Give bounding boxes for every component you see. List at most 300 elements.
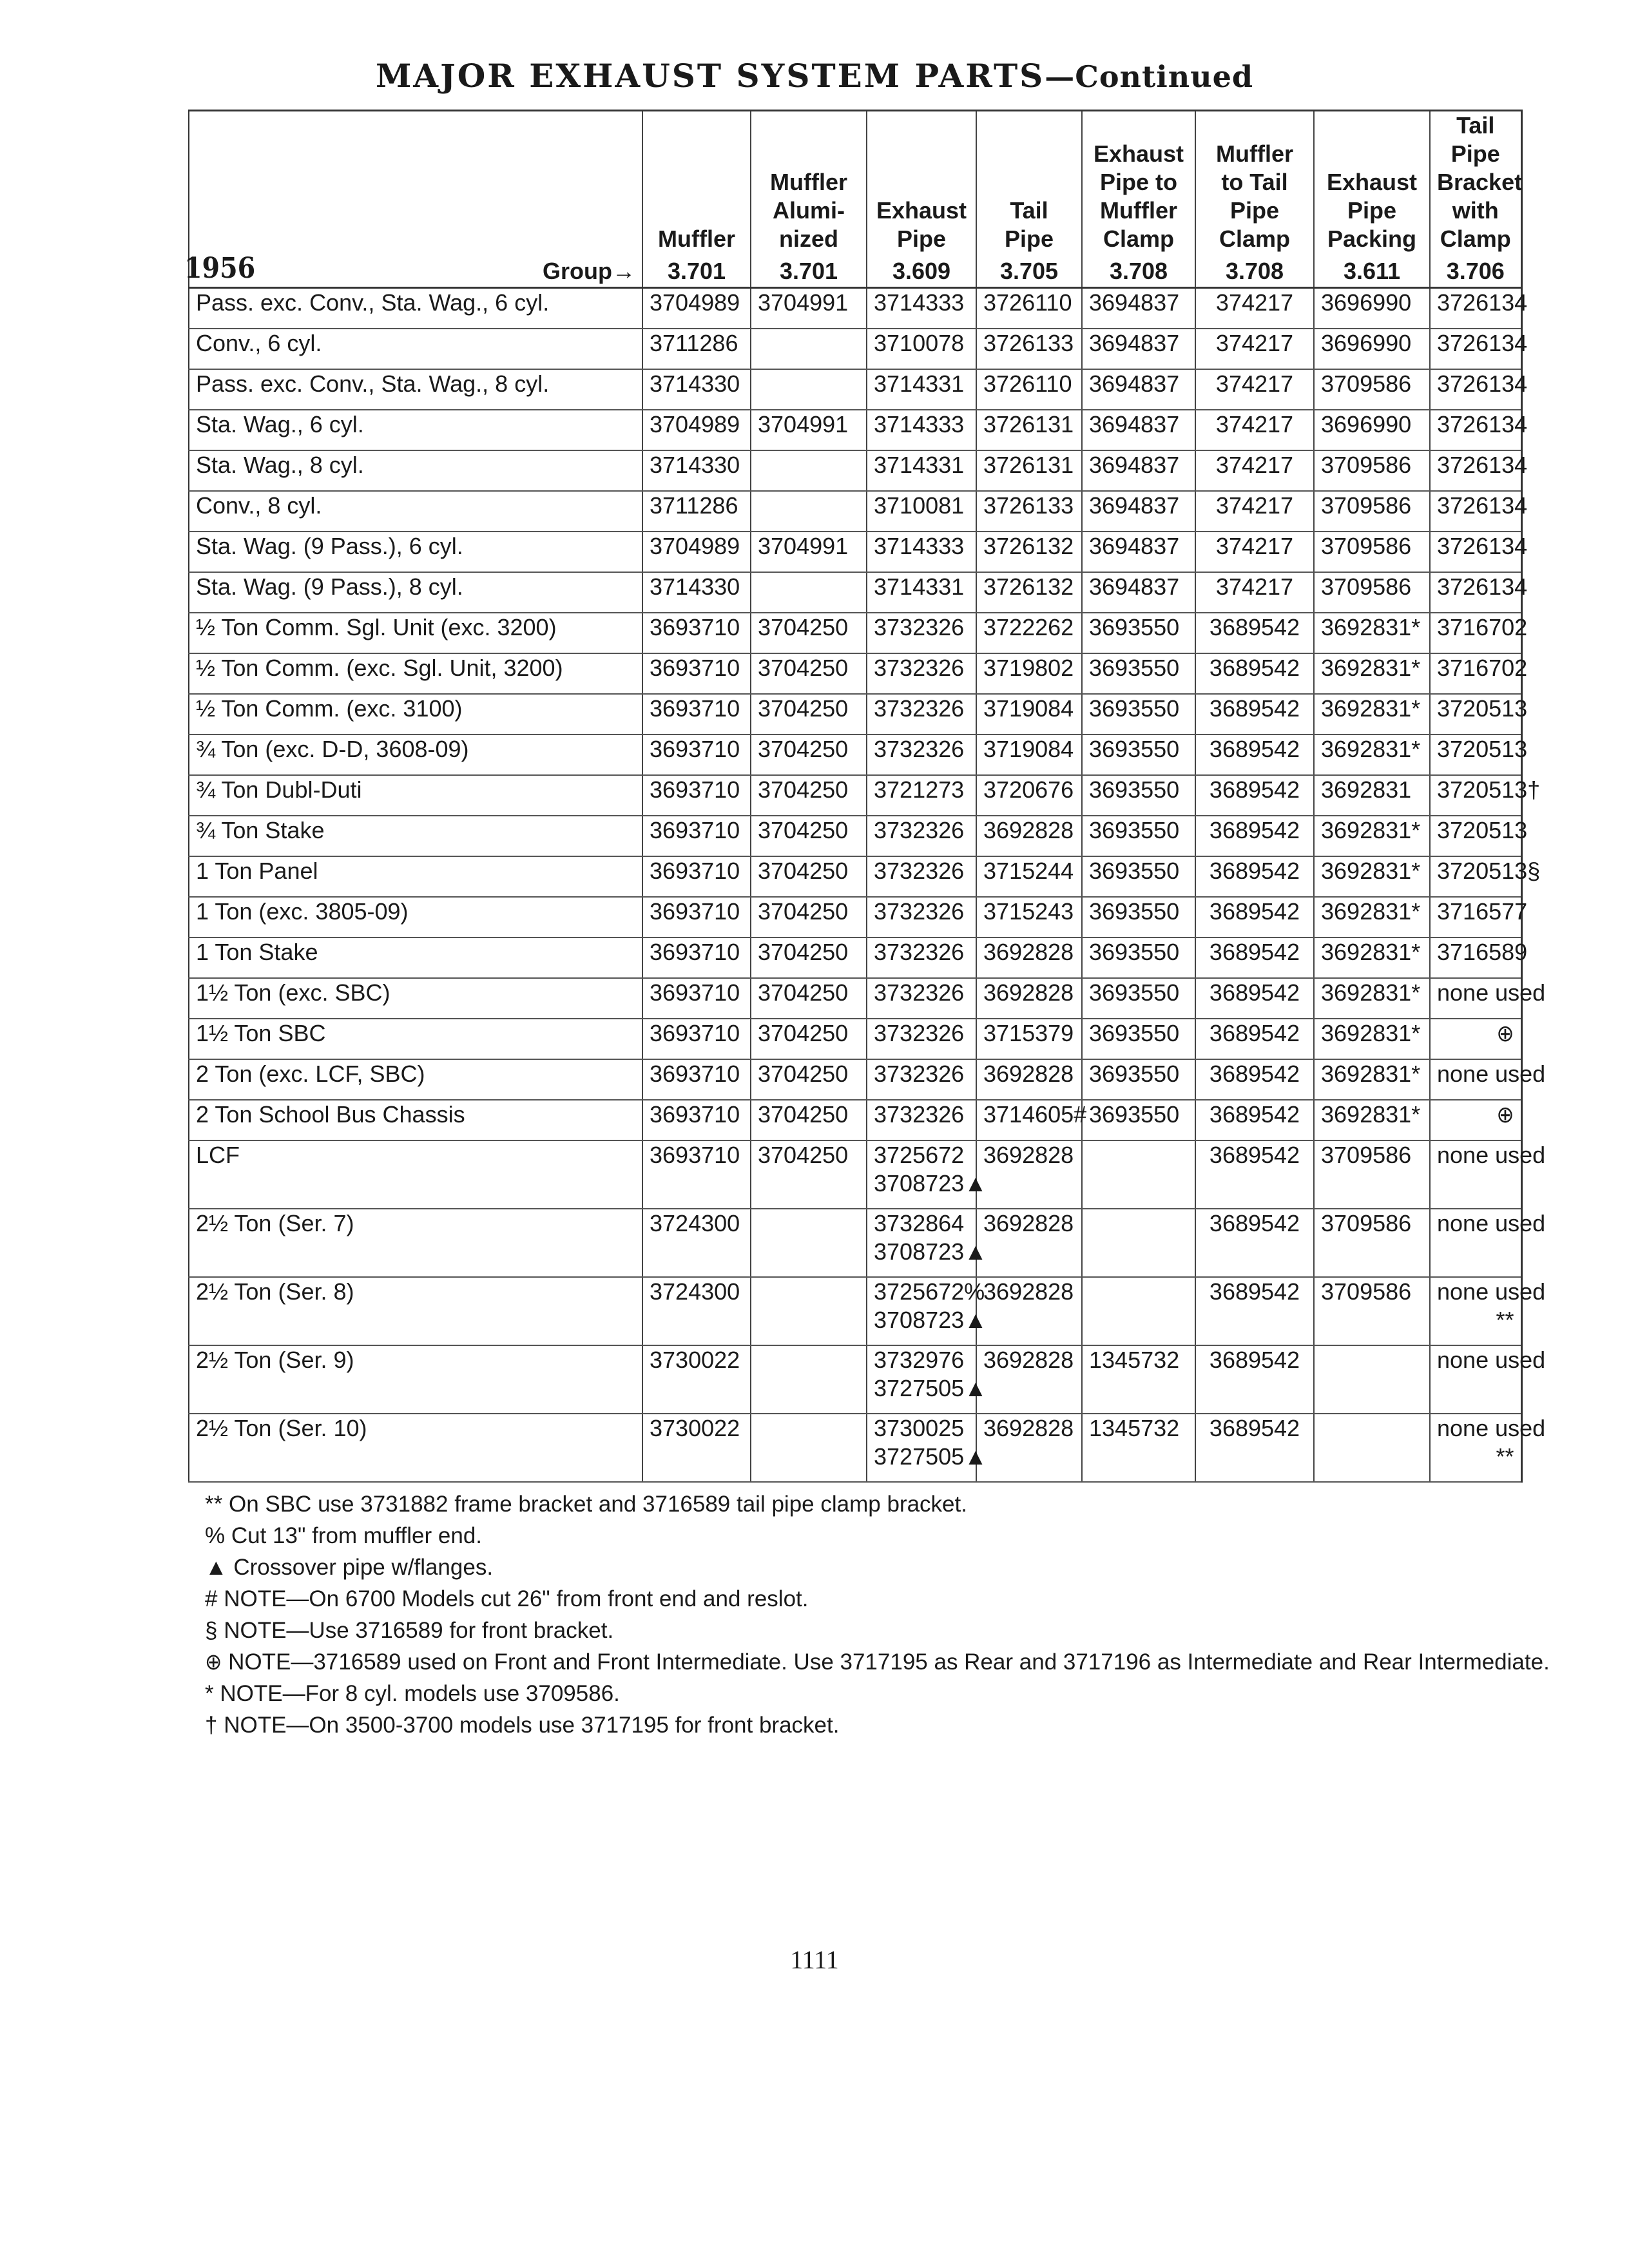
part-number-cell	[976, 1019, 1082, 1059]
part-number-cell	[1430, 897, 1528, 937]
part-number-cell	[642, 1414, 751, 1482]
part-number-cell	[642, 1209, 751, 1277]
footnote-mark: **	[1496, 1443, 1514, 1470]
part-number-cell	[1195, 775, 1314, 816]
footnote: § NOTE—Use 3716589 for front bracket.	[205, 1618, 614, 1643]
part-number: 3714330	[650, 370, 740, 397]
header-blank	[189, 111, 642, 256]
part-number: 3689542	[1209, 1142, 1300, 1168]
part-number-cell	[1082, 1140, 1195, 1209]
part-number: 3704250	[758, 1142, 849, 1168]
part-number-cell	[1430, 288, 1528, 329]
footnote: † NOTE—On 3500-3700 models use 3717195 for front bracket.	[205, 1713, 840, 1738]
part-number: 3726134	[1437, 411, 1528, 437]
part-number: 374217	[1215, 492, 1294, 519]
part-number: 3714333	[874, 533, 965, 559]
table-row	[189, 1059, 1521, 1100]
table-row	[189, 1209, 1521, 1277]
part-number-cell	[1195, 450, 1314, 491]
part-number: 3704250	[758, 695, 849, 722]
part-number-cell	[1082, 288, 1195, 329]
model-description: 2½ Ton (Ser. 9)	[189, 1345, 642, 1414]
part-number: 3689542	[1209, 1101, 1300, 1128]
part-number-cell	[1195, 410, 1314, 450]
part-number: 3709586	[1321, 1278, 1412, 1305]
part-number-cell	[751, 491, 867, 532]
group-row	[189, 256, 1521, 288]
part-number: 3694837	[1089, 492, 1180, 519]
part-number: 3694837	[1089, 533, 1180, 559]
part-number-cell	[1195, 369, 1314, 410]
part-number-cell	[1082, 694, 1195, 735]
part-number: 3704250	[758, 898, 849, 925]
part-number: 3704250	[758, 655, 849, 681]
part-number: 3732326	[874, 979, 965, 1006]
model-description: 2 Ton (exc. LCF, SBC)	[189, 1059, 642, 1100]
footnote: * NOTE—For 8 cyl. models use 3709586.	[205, 1681, 620, 1706]
part-number-cell	[751, 1019, 867, 1059]
part-number: 3714330	[650, 452, 740, 478]
part-number: 3693710	[650, 776, 740, 803]
part-number-cell	[751, 288, 867, 329]
part-number: 3732326	[874, 614, 965, 640]
part-number: 3704991	[758, 411, 849, 437]
part-number: 3693710	[650, 939, 740, 965]
part-number-cell	[1430, 613, 1528, 653]
part-number-cell	[1082, 329, 1195, 369]
part-number: 3726134	[1437, 573, 1528, 600]
part-number: 3693550	[1089, 695, 1180, 722]
part-number-cell	[1430, 1277, 1546, 1345]
part-number: 3709586	[1321, 533, 1412, 559]
table-row	[189, 1277, 1521, 1345]
part-number: 3726133	[983, 492, 1074, 519]
part-number: 3732326	[874, 655, 965, 681]
part-number-cell	[1195, 491, 1314, 532]
part-number-cell	[1430, 532, 1528, 572]
part-number-cell	[1195, 897, 1314, 937]
part-number-cell	[1314, 369, 1430, 410]
part-number: 3692828	[983, 979, 1074, 1006]
part-number-cell	[751, 572, 867, 613]
part-number: 3726134	[1437, 533, 1528, 559]
model-description: Pass. exc. Conv., Sta. Wag., 6 cyl.	[189, 288, 642, 329]
part-number: 3715243	[983, 898, 1074, 925]
part-number-cell	[1082, 450, 1195, 491]
part-number-cell	[1314, 1059, 1430, 1100]
column-header: Exhaust Pipe Packing	[1314, 111, 1430, 256]
part-number: 3696990	[1321, 330, 1412, 356]
part-number: 3694837	[1089, 330, 1180, 356]
part-number-cell	[1195, 1140, 1314, 1209]
part-number: 3716702	[1437, 655, 1528, 681]
part-number: 3689542	[1209, 979, 1300, 1006]
part-number-cell	[976, 1100, 1087, 1140]
part-number-cell	[867, 410, 976, 450]
part-number: 3704250	[758, 1020, 849, 1046]
part-number-cell	[1430, 1019, 1521, 1059]
part-number: none used	[1437, 1415, 1546, 1441]
part-number-cell	[642, 694, 751, 735]
part-number-cell	[976, 816, 1082, 856]
part-number: 3692828	[983, 1347, 1074, 1373]
part-number-cell	[1430, 856, 1541, 897]
part-number: 3709586	[1321, 492, 1412, 519]
part-number: 3730025	[874, 1415, 965, 1441]
part-number-cell	[976, 1209, 1082, 1277]
group-number: 3.706	[1430, 256, 1521, 288]
group-number: 3.701	[751, 256, 867, 288]
part-number: 3724300	[650, 1278, 740, 1305]
part-number: 3732326	[874, 898, 965, 925]
part-number: 3725672%	[874, 1278, 985, 1305]
table-row	[189, 329, 1521, 369]
part-number-cell	[867, 653, 976, 694]
part-number-cell	[1195, 937, 1314, 978]
model-description: 1 Ton (exc. 3805-09)	[189, 897, 642, 937]
part-number-cell	[1430, 450, 1528, 491]
part-number-cell	[1195, 613, 1314, 653]
table-row	[189, 1019, 1521, 1059]
part-number-cell	[1430, 1209, 1546, 1277]
model-description: ¾ Ton Stake	[189, 816, 642, 856]
part-number-secondary: 3708723▲	[874, 1238, 987, 1265]
part-number: 3704250	[758, 776, 849, 803]
part-number-cell	[867, 1019, 976, 1059]
part-number-cell	[1430, 491, 1528, 532]
part-number: 3692831*	[1321, 939, 1421, 965]
part-number-cell	[1195, 1277, 1314, 1345]
part-number-cell	[751, 653, 867, 694]
part-number-cell	[1195, 735, 1314, 775]
part-number-cell	[867, 978, 976, 1019]
part-number: 374217	[1215, 573, 1294, 600]
part-number-cell	[1314, 735, 1430, 775]
table-row	[189, 369, 1521, 410]
part-number: 3726131	[983, 452, 1074, 478]
part-number-cell	[976, 694, 1082, 735]
part-number-cell	[751, 937, 867, 978]
part-number-cell	[1082, 1277, 1195, 1345]
part-number-cell	[976, 735, 1082, 775]
part-number: 3720676	[983, 776, 1074, 803]
part-number-cell	[1195, 978, 1314, 1019]
model-year: 1956	[184, 252, 256, 285]
group-number: 3.708	[1082, 256, 1195, 288]
part-number: 3692831*	[1321, 858, 1421, 884]
part-number: 3689542	[1209, 614, 1300, 640]
part-number-cell	[867, 1209, 987, 1277]
part-number: 3693550	[1089, 817, 1180, 843]
part-number: 3720513†	[1437, 776, 1541, 803]
part-number-cell	[1314, 1414, 1430, 1482]
model-description: 2½ Ton (Ser. 7)	[189, 1209, 642, 1277]
part-number-cell	[1314, 1345, 1430, 1414]
part-number-cell	[751, 1140, 867, 1209]
part-number: 3692828	[983, 1061, 1074, 1087]
part-number-cell	[1314, 329, 1430, 369]
part-number-cell	[751, 450, 867, 491]
part-number: 3704250	[758, 817, 849, 843]
part-number-cell	[751, 735, 867, 775]
part-number: 374217	[1215, 330, 1294, 356]
part-number: 3714330	[650, 573, 740, 600]
part-number-cell	[976, 532, 1082, 572]
part-number-cell	[976, 1059, 1082, 1100]
group-number: 3.611	[1314, 256, 1430, 288]
part-number: 3732864	[874, 1210, 965, 1236]
part-number-cell	[1430, 1100, 1521, 1140]
part-number-cell	[751, 1209, 867, 1277]
part-number-cell	[976, 572, 1082, 613]
part-number-cell	[867, 1414, 987, 1482]
part-number: 3689542	[1209, 736, 1300, 762]
part-number-secondary: 3708723▲	[874, 1170, 987, 1196]
part-number: 3693710	[650, 1101, 740, 1128]
part-number: 3689542	[1209, 817, 1300, 843]
table-row	[189, 735, 1521, 775]
model-description: Sta. Wag., 8 cyl.	[189, 450, 642, 491]
part-number-cell	[751, 329, 867, 369]
part-number-cell	[1314, 1277, 1430, 1345]
part-number-cell	[867, 572, 976, 613]
part-number: 3693710	[650, 695, 740, 722]
part-number-cell	[751, 856, 867, 897]
part-number-cell	[642, 572, 751, 613]
part-number-cell	[976, 369, 1082, 410]
part-number: ⊕	[1496, 1101, 1514, 1128]
part-number-cell	[1082, 1019, 1195, 1059]
part-number-cell	[1314, 613, 1430, 653]
part-number-cell	[1314, 694, 1430, 735]
part-number: 3732326	[874, 695, 965, 722]
part-number: 3711286	[650, 492, 738, 519]
part-number-cell	[1430, 369, 1528, 410]
model-description: Pass. exc. Conv., Sta. Wag., 8 cyl.	[189, 369, 642, 410]
part-number: 3726133	[983, 330, 1074, 356]
part-number-cell	[867, 1100, 976, 1140]
part-number: 1345732	[1089, 1415, 1180, 1441]
part-number-cell	[976, 329, 1082, 369]
part-number: 3704250	[758, 614, 849, 640]
part-number: 3730022	[650, 1347, 740, 1373]
part-number: 3704250	[758, 1101, 849, 1128]
part-number-cell	[1195, 532, 1314, 572]
part-number-cell	[976, 937, 1082, 978]
part-number: 3692828	[983, 1210, 1074, 1236]
part-number-cell	[751, 978, 867, 1019]
part-number-cell	[867, 1345, 987, 1414]
part-number-cell	[642, 1019, 751, 1059]
part-number-cell	[976, 856, 1082, 897]
part-number: 3704250	[758, 939, 849, 965]
part-number-cell	[1195, 572, 1314, 613]
part-number: 3709586	[1321, 1142, 1412, 1168]
part-number: 3732976	[874, 1347, 965, 1373]
part-number: 374217	[1215, 411, 1294, 437]
part-number: 3692831*	[1321, 614, 1421, 640]
part-number-cell	[976, 613, 1082, 653]
part-number: 3692831*	[1321, 979, 1421, 1006]
part-number-cell	[1082, 775, 1195, 816]
part-number: 3710078	[874, 330, 965, 356]
model-description: ½ Ton Comm. (exc. 3100)	[189, 694, 642, 735]
part-number-cell	[1314, 978, 1430, 1019]
part-number: 3720513§	[1437, 858, 1541, 884]
part-number-cell	[867, 1059, 976, 1100]
part-number-cell	[751, 816, 867, 856]
part-number: 3704250	[758, 979, 849, 1006]
part-number-cell	[1430, 329, 1528, 369]
part-number-cell	[976, 1414, 1082, 1482]
part-number-cell	[642, 410, 751, 450]
part-number-secondary: 3727505▲	[874, 1443, 987, 1470]
model-description: 2½ Ton (Ser. 8)	[189, 1277, 642, 1345]
part-number-cell	[867, 613, 976, 653]
part-number-cell	[642, 775, 751, 816]
part-number: 374217	[1215, 533, 1294, 559]
part-number-cell	[642, 735, 751, 775]
part-number-cell	[976, 1140, 1082, 1209]
part-number-cell	[1082, 978, 1195, 1019]
part-number: 3692831	[1321, 776, 1412, 803]
footnotes	[205, 1488, 1590, 1741]
column-header: Tail Pipe Bracket with Clamp	[1430, 111, 1521, 256]
header-row	[189, 111, 1521, 256]
part-number-cell	[1195, 816, 1314, 856]
part-number-cell	[867, 937, 976, 978]
part-number-cell	[642, 491, 751, 532]
part-number: 3724300	[650, 1210, 740, 1236]
part-number-cell	[751, 410, 867, 450]
part-number: none used	[1437, 1347, 1546, 1373]
part-number: 3693710	[650, 817, 740, 843]
part-number-cell	[976, 1277, 1082, 1345]
part-number-cell	[1082, 735, 1195, 775]
part-number-cell	[642, 1345, 751, 1414]
part-number: 3704250	[758, 858, 849, 884]
part-number-cell	[976, 410, 1082, 450]
part-number: 3689542	[1209, 858, 1300, 884]
part-number: 3692828	[983, 1278, 1074, 1305]
part-number-cell	[642, 816, 751, 856]
part-number-cell	[751, 1100, 867, 1140]
part-number: 3716589	[1437, 939, 1528, 965]
table-row	[189, 1414, 1521, 1482]
part-number: 3709586	[1321, 370, 1412, 397]
part-number-cell	[1195, 1059, 1314, 1100]
part-number: 3726134	[1437, 330, 1528, 356]
footnote-mark: **	[1496, 1307, 1514, 1333]
part-number: 3732326	[874, 817, 965, 843]
part-number: 3714331	[874, 452, 965, 478]
part-number: 3720513	[1437, 736, 1528, 762]
part-number: 3710081	[874, 492, 965, 519]
year-group-cell	[184, 252, 642, 288]
part-number: 374217	[1215, 289, 1294, 316]
model-description: 1 Ton Stake	[189, 937, 642, 978]
part-number: 3689542	[1209, 1210, 1300, 1236]
part-number: 3714605#	[983, 1101, 1087, 1128]
parts-table	[184, 110, 1546, 1483]
part-number: 3716702	[1437, 614, 1528, 640]
footnote: # NOTE—On 6700 Models cut 26" from front end and reslot.	[205, 1586, 809, 1611]
part-number-cell	[642, 329, 751, 369]
part-number: 3726134	[1437, 370, 1528, 397]
part-number-cell	[1195, 1414, 1314, 1482]
part-number: 3692831*	[1321, 898, 1421, 925]
part-number: 3689542	[1209, 776, 1300, 803]
part-number-cell	[642, 369, 751, 410]
part-number: 3689542	[1209, 939, 1300, 965]
table-row	[189, 1100, 1521, 1140]
part-number: 3693710	[650, 1020, 740, 1046]
part-number: 3709586	[1321, 1210, 1412, 1236]
group-number: 3.708	[1195, 256, 1314, 288]
part-number: 3693710	[650, 614, 740, 640]
part-number-cell	[1082, 532, 1195, 572]
part-number-cell	[642, 897, 751, 937]
part-number-cell	[1082, 653, 1195, 694]
part-number-cell	[976, 897, 1082, 937]
page-number: 1111	[790, 1945, 839, 1974]
part-number-cell	[867, 491, 976, 532]
model-description: 1 Ton Panel	[189, 856, 642, 897]
part-number: 3693710	[650, 979, 740, 1006]
part-number: 3714331	[874, 370, 965, 397]
part-number: 3692828	[983, 939, 1074, 965]
part-number-cell	[1314, 775, 1430, 816]
column-header: Muffler Alumi- nized	[751, 111, 867, 256]
table-row	[189, 653, 1521, 694]
part-number-cell	[976, 978, 1082, 1019]
part-number: 3714333	[874, 289, 965, 316]
part-number-cell	[642, 613, 751, 653]
table-row	[189, 1345, 1521, 1414]
part-number: 3692828	[983, 1415, 1074, 1441]
part-number: none used	[1437, 1142, 1546, 1168]
part-number: 3693710	[650, 898, 740, 925]
part-number-secondary: 3727505▲	[874, 1375, 987, 1401]
part-number: 3689542	[1209, 655, 1300, 681]
part-number-cell	[867, 450, 976, 491]
model-description: Conv., 8 cyl.	[189, 491, 642, 532]
part-number-cell	[1082, 816, 1195, 856]
footnote: % Cut 13" from muffler end.	[205, 1523, 483, 1548]
part-number-cell	[751, 897, 867, 937]
table-row	[189, 532, 1521, 572]
part-number: 3692831*	[1321, 1101, 1421, 1128]
part-number-cell	[1314, 572, 1430, 613]
part-number: 3693710	[650, 1142, 740, 1168]
part-number: 3689542	[1209, 695, 1300, 722]
part-number-cell	[1314, 937, 1430, 978]
part-number-cell	[1314, 1209, 1430, 1277]
part-number: 3693550	[1089, 858, 1180, 884]
part-number-cell	[867, 532, 976, 572]
table-row	[189, 937, 1521, 978]
part-number-cell	[1082, 937, 1195, 978]
part-number: 3726132	[983, 533, 1074, 559]
part-number-cell	[1430, 694, 1528, 735]
part-number-cell	[1195, 1345, 1314, 1414]
part-number: 3704250	[758, 1061, 849, 1087]
part-number-cell	[751, 532, 867, 572]
part-number-cell	[642, 937, 751, 978]
part-number-cell	[1314, 532, 1430, 572]
part-number: 3720513	[1437, 817, 1528, 843]
part-number: 3689542	[1209, 1278, 1300, 1305]
